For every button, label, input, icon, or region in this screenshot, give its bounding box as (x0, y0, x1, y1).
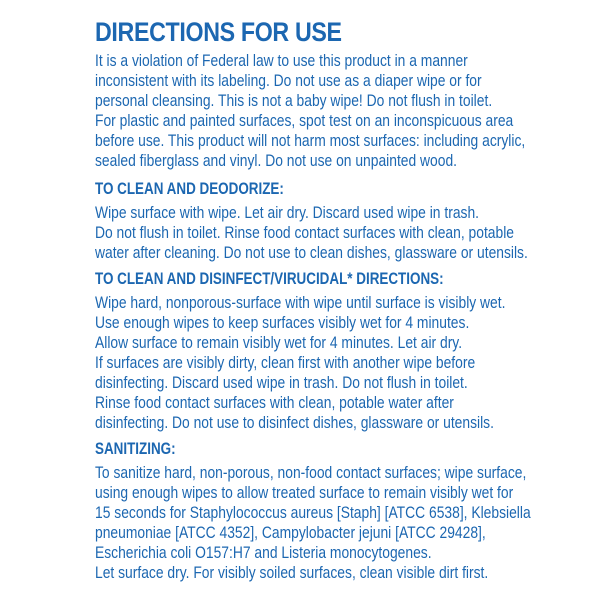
sanitize-line: Escherichia coli O157:H7 and Listeria monocytogenes. (95, 543, 432, 562)
intro-paragraph (95, 51, 595, 171)
directions-panel (95, 16, 595, 583)
intro-line: For plastic and painted surfaces, spot test on an inconspicuous area (95, 111, 514, 130)
sanitize-line: 15 seconds for Staphylococcus aureus [Staph] [ATCC 6538], Klebsiella (95, 503, 531, 522)
intro-line: sealed fiberglass and vinyl. Do not use on unpainted wood. (95, 151, 458, 170)
sanitize-line: To sanitize hard, non-porous, non-food contact surfaces; wipe surface, (95, 463, 527, 482)
disinfect-heading: TO CLEAN AND DISINFECT/VIRUCIDAL* DIRECTIONS: (95, 270, 444, 288)
disinfect-line: disinfecting. Do not use to disinfect dishes, glassware or utensils. (95, 413, 494, 432)
sanitize-line: pneumoniae [ATCC 4352], Campylobacter jejuni [ATCC 29428], (95, 523, 486, 542)
disinfect-line: Wipe hard, nonporous-surface with wipe until surface is visibly wet. (95, 293, 506, 312)
sanitize-heading: SANITIZING: (95, 440, 176, 458)
page-title: DIRECTIONS FOR USE (95, 17, 342, 47)
intro-line: inconsistent with its labeling. Do not use as a diaper wipe or for (95, 71, 482, 90)
sanitize-section (95, 439, 595, 583)
disinfect-line: disinfecting. Discard used wipe in trash. Do not flush in toilet. (95, 373, 468, 392)
disinfect-line: Rinse food contact surfaces with clean, potable water after (95, 393, 454, 412)
sanitize-line: using enough wipes to allow treated surface to remain visibly wet for (95, 483, 514, 502)
clean-heading: TO CLEAN AND DEODORIZE: (95, 180, 284, 198)
clean-section (95, 179, 595, 263)
disinfect-line: If surfaces are visibly dirty, clean first with another wipe before (95, 353, 476, 372)
disinfect-section (95, 269, 595, 433)
disinfect-line: Allow surface to remain visibly wet for 4 minutes. Let air dry. (95, 333, 463, 352)
clean-line: Wipe surface with wipe. Let air dry. Discard used wipe in trash. (95, 203, 480, 222)
intro-line: It is a violation of Federal law to use this product in a manner (95, 51, 468, 70)
disinfect-line: Use enough wipes to keep surfaces visibly wet for 4 minutes. (95, 313, 470, 332)
intro-line: personal cleansing. This is not a baby wipe! Do not flush in toilet. (95, 91, 493, 110)
clean-line: Do not flush in toilet. Rinse food contact surfaces with clean, potable (95, 223, 515, 242)
clean-line: water after cleaning. Do not use to clean dishes, glassware or utensils. (95, 243, 528, 262)
intro-line: before use. This product will not harm most surfaces: including acrylic, (95, 131, 526, 150)
sanitize-line: Let surface dry. For visibly soiled surfaces, clean visible dirt first. (95, 563, 489, 582)
